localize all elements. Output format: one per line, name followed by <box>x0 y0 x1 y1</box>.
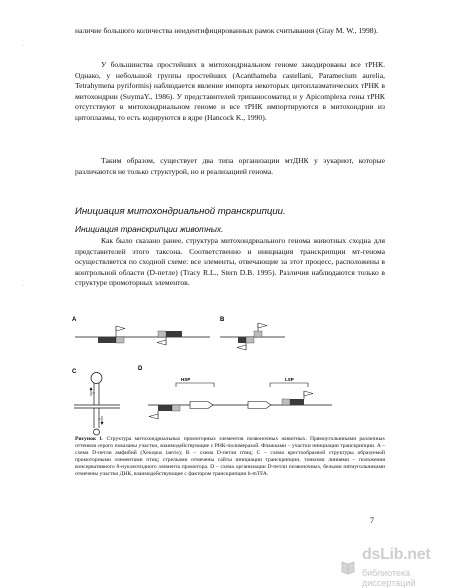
paragraph-protists: У большинства простейших в митохондриальном геноме закодированы все тРНК. Однако, у небольшой группы простейших (Acanthameba castellani, Paramecium aurelia, Tetrahymena pyriformis) наблюдается явление импорта некоторых цитоплазматических тРНК в митохондрии (SuymaY., 1986). У представителей трипаносоматид и у Apicomplexa гены тРНК отсутствуют в митохондриальном геноме и все тРНК импортируются в митохондрии из цитоплазмы, то есть кодируются в ядре (Hancock K., 1990). <box>75 60 385 122</box>
figure-caption <box>75 436 385 479</box>
panel-label-b: B <box>220 317 225 323</box>
panel-b-dark-box <box>238 337 246 343</box>
panel-label-a: A <box>72 317 77 323</box>
panel-a-dark-box-2 <box>166 331 182 337</box>
subsection-heading: Инициация транскрипции животных. <box>75 224 224 234</box>
panel-a-diagram <box>75 326 210 345</box>
panel-b-flag-2 <box>237 345 246 350</box>
site-tagline: библиотека диссертаций <box>362 568 416 588</box>
panel-d-dark-box-2 <box>290 399 304 405</box>
panel-d-flag-1 <box>149 414 158 419</box>
panel-d-tfam-site-2 <box>248 402 271 409</box>
panel-a-flag-1 <box>116 326 125 331</box>
panel-d-light-box-1 <box>172 405 180 411</box>
panel-label-c: C <box>72 369 77 375</box>
book-logo-icon <box>340 559 356 575</box>
paragraph-continuation: наличие большого количества неидентифицированных рамок считывания (Gray M. W., 1998). <box>75 26 378 35</box>
panel-d-light-box-2 <box>282 399 290 405</box>
site-logo: dsLib.net <box>362 546 431 563</box>
margin-mark-top: ' <box>22 44 24 49</box>
panel-b-light-box-1 <box>246 337 254 343</box>
panel-label-d: D <box>138 366 143 372</box>
margin-mark-middle: ' <box>22 284 24 289</box>
promoter-figure <box>70 313 385 435</box>
hsp-label: HSP <box>181 377 191 382</box>
panel-b-diagram <box>220 323 285 350</box>
panel-d-tfam-site-1 <box>190 402 213 409</box>
paragraph-animals: Как было сказано ранее, структура митохондриального генома животных сходна для представителей этого таксона. Соответственно и инициация транскрипции мт-генома осуществляется по сходной схеме: все элементы, отвечающие за этот процесс, расположены в контрольной области (D-петле) (Tracy R.L., Stern D.B. 1995). Различия наблюдаются только в структуре промоторных элементов. <box>75 236 385 288</box>
panel-b-light-box-2 <box>254 331 262 337</box>
figure-caption-lead: Рисунок 1 <box>75 436 103 442</box>
panel-d-diagram <box>148 377 332 419</box>
panel-d-dark-box <box>158 405 172 411</box>
figure-caption-text: . Структура митохондриальных промоторных элементов позвоночных животных. Прямоугольниками различных оттенков серого показаны участки, взаимодействующие с РНК-полимеразой. Флажками – участки инициации транскрипции. A – схема D-петли амфибий (Xenopus laevis); B – схема D-петли птиц; C – схема крестообразной структуры образуемой промоторными элементами птиц; стрелками отмечены сайты инициации транскрипции, тонкими линиями – положения консервативного 8-нуклеотидного элемента промотора. D – схема организации D-петли позвоночных, белыми пятиугольниками отмечены участки ДНК, взаимодействующие с фактором транскрипции h-mTFA. <box>75 436 385 478</box>
watermark-footer[interactable] <box>340 546 450 588</box>
panel-a-light-box-2 <box>158 331 166 337</box>
panel-b-flag-1 <box>258 323 267 328</box>
panel-d-flag-2 <box>304 391 313 396</box>
panel-a-flag-2 <box>157 340 166 345</box>
paragraph-conclusion: Таким образом, существует два типа организации мтДНК у эукариот, которые различаются не только структурой, но и реализацией генома. <box>75 156 385 176</box>
section-heading: Инициация митохондриальной транскрипции. <box>75 206 286 217</box>
panel-a-dark-box-1 <box>98 337 116 343</box>
page-number: 7 <box>370 516 374 525</box>
panel-c-diagram <box>74 373 120 436</box>
lsp-label: LSP <box>285 377 294 382</box>
panel-a-light-box-1 <box>116 337 124 343</box>
